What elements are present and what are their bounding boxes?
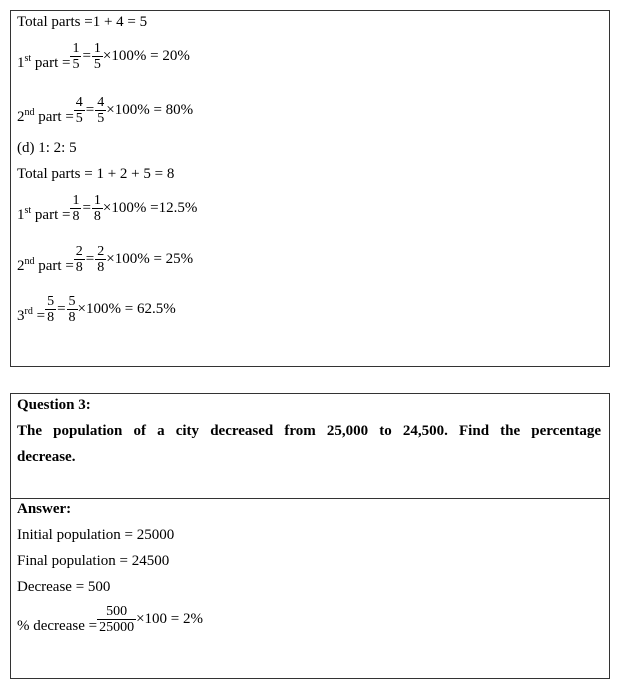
question-3-box xyxy=(10,393,610,679)
d-second-part-label: 2nd part = xyxy=(17,256,74,274)
fraction: $\frac{2}{8}$ xyxy=(97,244,105,275)
first-part-result: ×100% = 20% xyxy=(102,48,190,64)
percent-decrease-row xyxy=(17,604,203,635)
d-third-part-result: ×100% = 62.5% xyxy=(77,301,176,317)
d-first-part-label: 1st part = xyxy=(17,205,71,223)
first-part-row: 1st part = $\frac{1}{5}$ = $\frac{1}{5}$ ×100% = 20% xyxy=(17,41,190,72)
fraction: $\frac{1}{5}$ xyxy=(93,41,101,72)
answer-continuation-box xyxy=(10,10,610,367)
question-text-line1: The population of a city decreased from 25,000 to 24,500. Find the percentage xyxy=(17,423,601,439)
fraction: $\frac{5}{8}$ xyxy=(68,294,76,325)
percent-decrease-result: ×100 = 2% xyxy=(136,611,203,627)
d-third-part-row: 3rd = $\frac{5}{8}$ = $\frac{5}{8}$ ×100% = 62.5% xyxy=(17,294,176,325)
fraction: $\frac{1}{5}$ xyxy=(72,41,80,72)
second-part-row: 2nd part = $\frac{4}{5}$ = $\frac{4}{5}$ ×100% = 80% xyxy=(17,95,194,126)
question-title: Question 3: xyxy=(17,397,91,413)
fraction: $\frac{500}{25000}$ xyxy=(99,604,135,635)
fraction: $\frac{5}{8}$ xyxy=(47,294,55,325)
fraction: $\frac{1}{8}$ xyxy=(93,193,101,224)
fraction: $\frac{4}{5}$ xyxy=(75,95,83,126)
d-second-part-row: 2nd part = $\frac{2}{8}$ = $\frac{2}{8}$ ×100% = 25% xyxy=(17,244,194,275)
d-third-part-label: 3rd = xyxy=(17,306,46,324)
fraction: $\frac{4}{5}$ xyxy=(97,95,105,126)
first-part-label: 1st part = xyxy=(17,53,71,71)
total-parts-line: Total parts =1 + 4 = 5 xyxy=(17,14,148,30)
question-text-line2: decrease. xyxy=(17,449,76,465)
fraction: $\frac{2}{8}$ xyxy=(75,244,83,275)
percent-decrease-label: % decrease = xyxy=(17,618,98,634)
answer-title: Answer: xyxy=(17,501,72,517)
d-first-part-result: ×100% =12.5% xyxy=(102,200,198,216)
option-d: (d) 1: 2: 5 xyxy=(17,140,77,156)
initial-population: Initial population = 25000 xyxy=(17,527,175,543)
fraction: $\frac{1}{8}$ xyxy=(72,193,80,224)
decrease-line: Decrease = 500 xyxy=(17,579,111,595)
total-parts-line-2: Total parts = 1 + 2 + 5 = 8 xyxy=(17,166,175,182)
final-population: Final population = 24500 xyxy=(17,553,170,569)
second-part-result: ×100% = 80% xyxy=(106,102,194,118)
divider xyxy=(11,498,609,499)
d-first-part-row: 1st part = $\frac{1}{8}$ = $\frac{1}{8}$ ×100% =12.5% xyxy=(17,193,198,224)
second-part-label: 2nd part = xyxy=(17,107,74,125)
d-second-part-result: ×100% = 25% xyxy=(106,251,194,267)
